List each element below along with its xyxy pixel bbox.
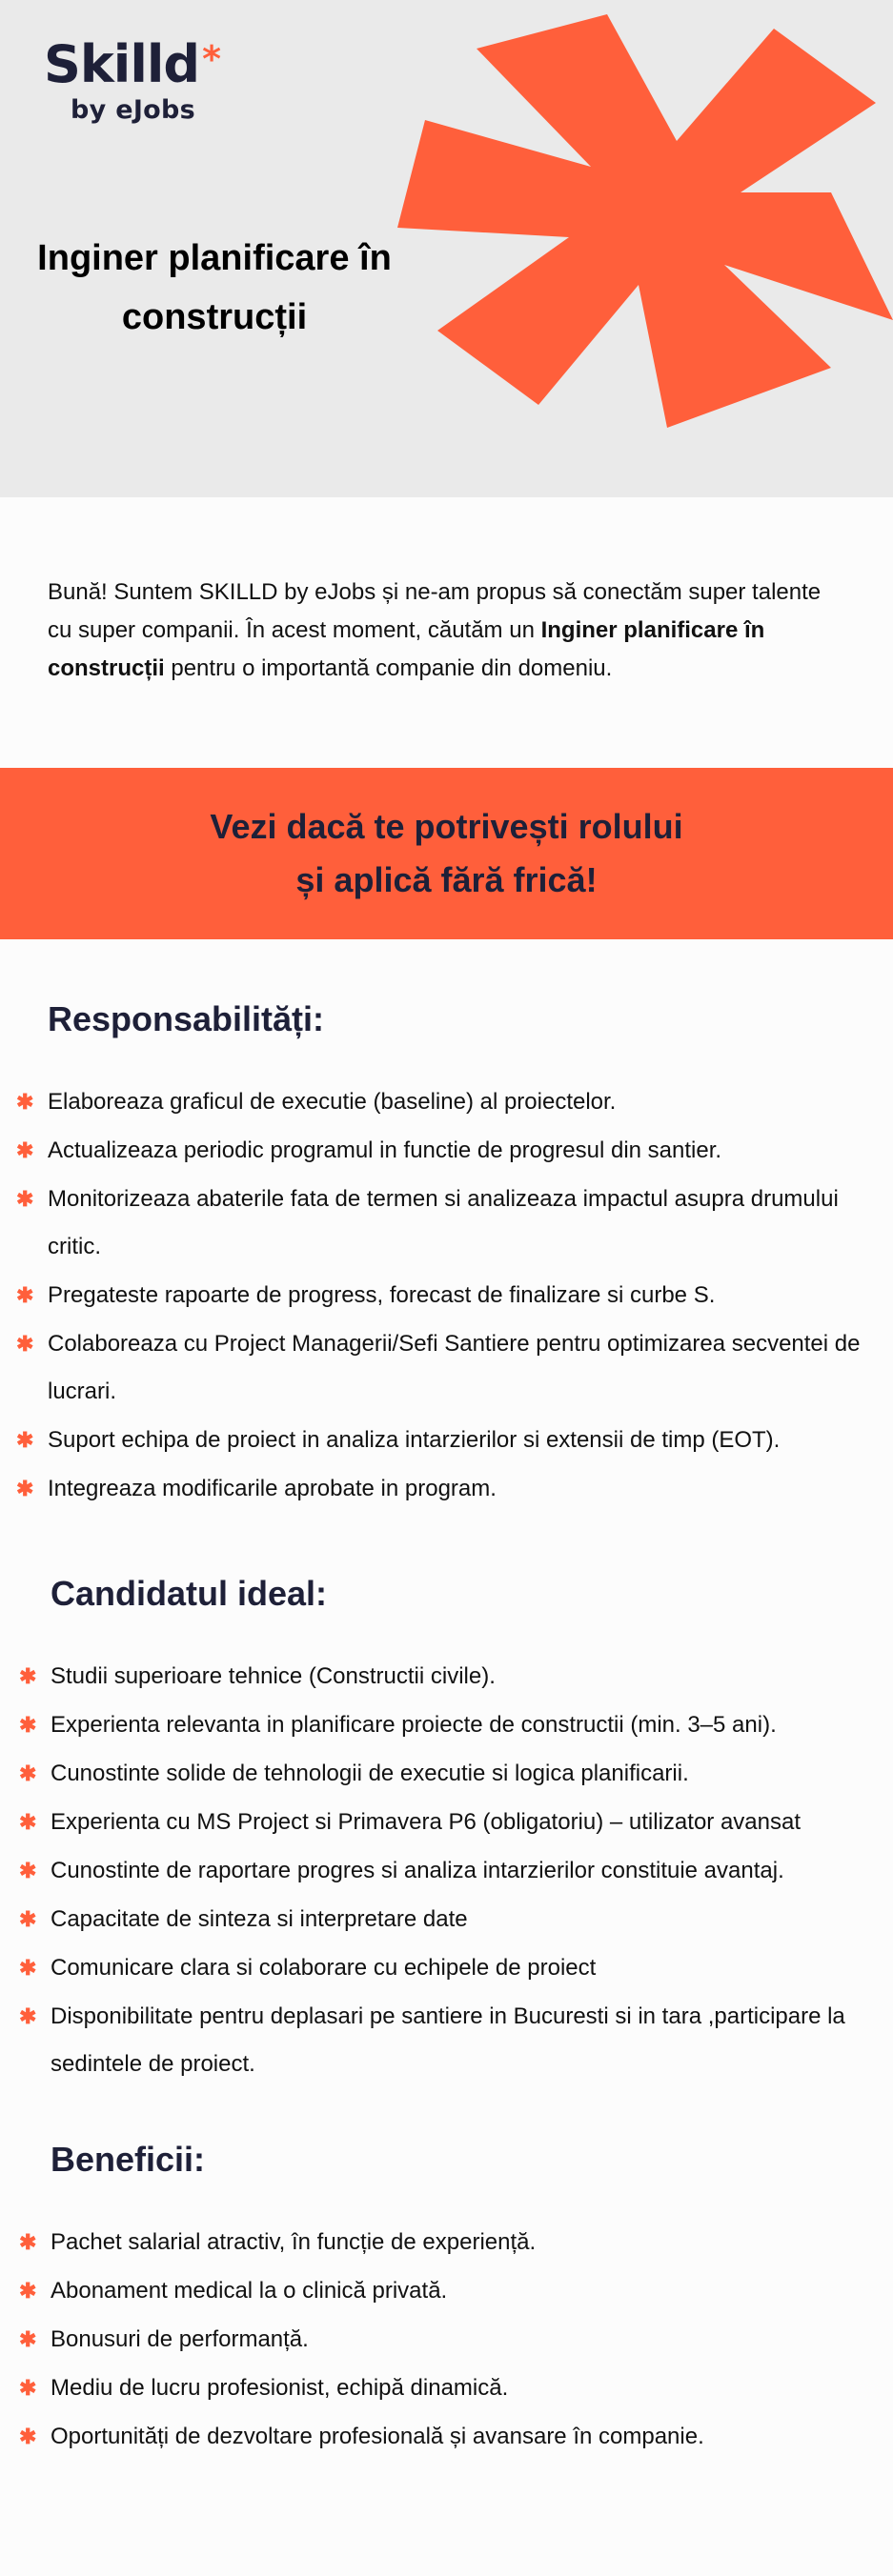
list-item-text: Bonusuri de performanță. bbox=[51, 2326, 309, 2352]
list-item bbox=[16, 1320, 864, 1416]
job-title: Inginer planificare în construcții bbox=[37, 238, 392, 337]
list-item-text: Actualizeaza periodic programul in functie de progresul din santier. bbox=[48, 1137, 722, 1163]
list-item-text: Monitorizeaza abaterile fata de termen si analizeaza impactul asupra drumului critic. bbox=[48, 1186, 839, 1259]
list-item bbox=[19, 1896, 864, 1943]
list-item bbox=[19, 2365, 864, 2412]
list-item-text: Pregateste rapoarte de progress, forecast de finalizare si curbe S. bbox=[48, 1282, 716, 1308]
intro-text bbox=[48, 574, 845, 688]
list-item-text: Elaboreaza graficul de executie (baseline) al proiectelor. bbox=[48, 1089, 617, 1115]
list-item-text: Cunostinte solide de tehnologii de executie si logica planificarii. bbox=[51, 1761, 689, 1786]
asterisk-bullet-icon: ✱ bbox=[19, 1761, 37, 1785]
list-item-text: Integreaza modificarile aprobate in program. bbox=[48, 1476, 497, 1501]
asterisk-bullet-icon: ✱ bbox=[19, 2327, 37, 2351]
list-item-text: Studii superioare tehnice (Constructii civile). bbox=[51, 1663, 496, 1689]
asterisk-decoration-icon bbox=[381, 0, 893, 438]
list-item-text: Pachet salarial atractiv, în funcție de experiență. bbox=[51, 2229, 537, 2255]
list-item-text: Colaboreaza cu Project Managerii/Sefi Santiere pentru optimizarea secventei de lucrari. bbox=[48, 1331, 861, 1404]
list-item-text: Capacitate de sinteza si interpretare date bbox=[51, 1906, 468, 1932]
list-item bbox=[16, 1272, 864, 1319]
intro-paragraph bbox=[0, 497, 893, 768]
list-item bbox=[16, 1465, 864, 1513]
list-item-text: Suport echipa de proiect in analiza intarzierilor si extensii de timp (EOT). bbox=[48, 1427, 781, 1453]
cta-text: Vezi dacă te potrivești rolului și aplică fără frică! bbox=[210, 807, 683, 899]
asterisk-bullet-icon: ✱ bbox=[19, 1956, 37, 1980]
list-item bbox=[19, 1944, 864, 1992]
benefits-list bbox=[19, 2219, 864, 2461]
list-item bbox=[16, 1417, 864, 1464]
benefits-section bbox=[0, 2089, 893, 2576]
list-item bbox=[19, 2413, 864, 2461]
responsibilities-list bbox=[16, 1078, 864, 1513]
ideal-candidate-section bbox=[0, 1514, 893, 2088]
asterisk-bullet-icon: ✱ bbox=[16, 1138, 34, 1162]
list-item bbox=[19, 1993, 864, 2088]
list-item bbox=[19, 1799, 864, 1846]
list-item-text: Cunostinte de raportare progres si analiza intarzierilor constituie avantaj. bbox=[51, 1858, 784, 1883]
asterisk-bullet-icon: ✱ bbox=[19, 2004, 37, 2028]
list-item-text: Experienta relevanta in planificare proiecte de constructii (min. 3–5 ani). bbox=[51, 1712, 777, 1738]
asterisk-bullet-icon: ✱ bbox=[16, 1428, 34, 1452]
asterisk-bullet-icon: ✱ bbox=[19, 1713, 37, 1737]
benefits-heading: Beneficii: bbox=[51, 2140, 206, 2179]
asterisk-bullet-icon: ✱ bbox=[19, 2230, 37, 2254]
list-item bbox=[19, 1847, 864, 1895]
list-item bbox=[16, 1127, 864, 1175]
list-item bbox=[19, 2316, 864, 2364]
intro-job-highlight: Inginer planificare în construcții bbox=[48, 617, 765, 681]
skilld-logo[interactable] bbox=[44, 34, 220, 125]
asterisk-bullet-icon: ✱ bbox=[16, 1283, 34, 1307]
list-item bbox=[16, 1176, 864, 1271]
asterisk-bullet-icon: ✱ bbox=[19, 1664, 37, 1688]
asterisk-bullet-icon: ✱ bbox=[19, 1810, 37, 1834]
list-item-text: Comunicare clara si colaborare cu echipele de proiect bbox=[51, 1955, 597, 1981]
asterisk-bullet-icon: ✱ bbox=[19, 2279, 37, 2303]
ideal-candidate-heading: Candidatul ideal: bbox=[51, 1574, 328, 1613]
asterisk-bullet-icon: ✱ bbox=[19, 1907, 37, 1931]
asterisk-bullet-icon: ✱ bbox=[19, 2425, 37, 2448]
asterisk-bullet-icon: ✱ bbox=[16, 1332, 34, 1356]
logo-subtitle: by eJobs bbox=[71, 95, 196, 125]
asterisk-bullet-icon: ✱ bbox=[16, 1477, 34, 1500]
list-item-text: Abonament medical la o clinică privată. bbox=[51, 2278, 448, 2304]
hero-header bbox=[0, 0, 893, 497]
list-item-text: Disponibilitate pentru deplasari pe santiere in Bucuresti si in tara ,participare la sedintele de proiect. bbox=[51, 2003, 845, 2077]
intro-text-part1: Bună! Suntem SKILLD by eJobs și ne-am propus să conectăm super talente cu super companii. În acest moment, căutăm un bbox=[48, 579, 822, 643]
list-item bbox=[19, 1750, 864, 1798]
responsibilities-heading: Responsabilități: bbox=[48, 999, 325, 1038]
asterisk-bullet-icon: ✱ bbox=[19, 1859, 37, 1882]
ideal-candidate-list bbox=[19, 1653, 864, 2088]
list-item bbox=[19, 1701, 864, 1749]
list-item bbox=[19, 2219, 864, 2266]
logo-asterisk-icon: * bbox=[202, 38, 220, 80]
list-item bbox=[19, 1653, 864, 1701]
list-item bbox=[19, 2267, 864, 2315]
asterisk-bullet-icon: ✱ bbox=[16, 1187, 34, 1211]
asterisk-bullet-icon: ✱ bbox=[19, 2376, 37, 2400]
responsibilities-section bbox=[0, 939, 893, 1513]
cta-banner bbox=[0, 768, 893, 939]
intro-text-part2: pentru o importantă companie din domeniu. bbox=[164, 655, 613, 681]
logo-wordmark bbox=[44, 34, 220, 94]
list-item-text: Experienta cu MS Project si Primavera P6 (obligatoriu) – utilizator avansat bbox=[51, 1809, 802, 1835]
list-item-text: Oportunități de dezvoltare profesională și avansare în companie. bbox=[51, 2424, 704, 2449]
list-item-text: Mediu de lucru profesionist, echipă dinamică. bbox=[51, 2375, 509, 2401]
logo-name: Skilld bbox=[44, 34, 199, 94]
asterisk-bullet-icon: ✱ bbox=[16, 1090, 34, 1114]
list-item bbox=[16, 1078, 864, 1126]
